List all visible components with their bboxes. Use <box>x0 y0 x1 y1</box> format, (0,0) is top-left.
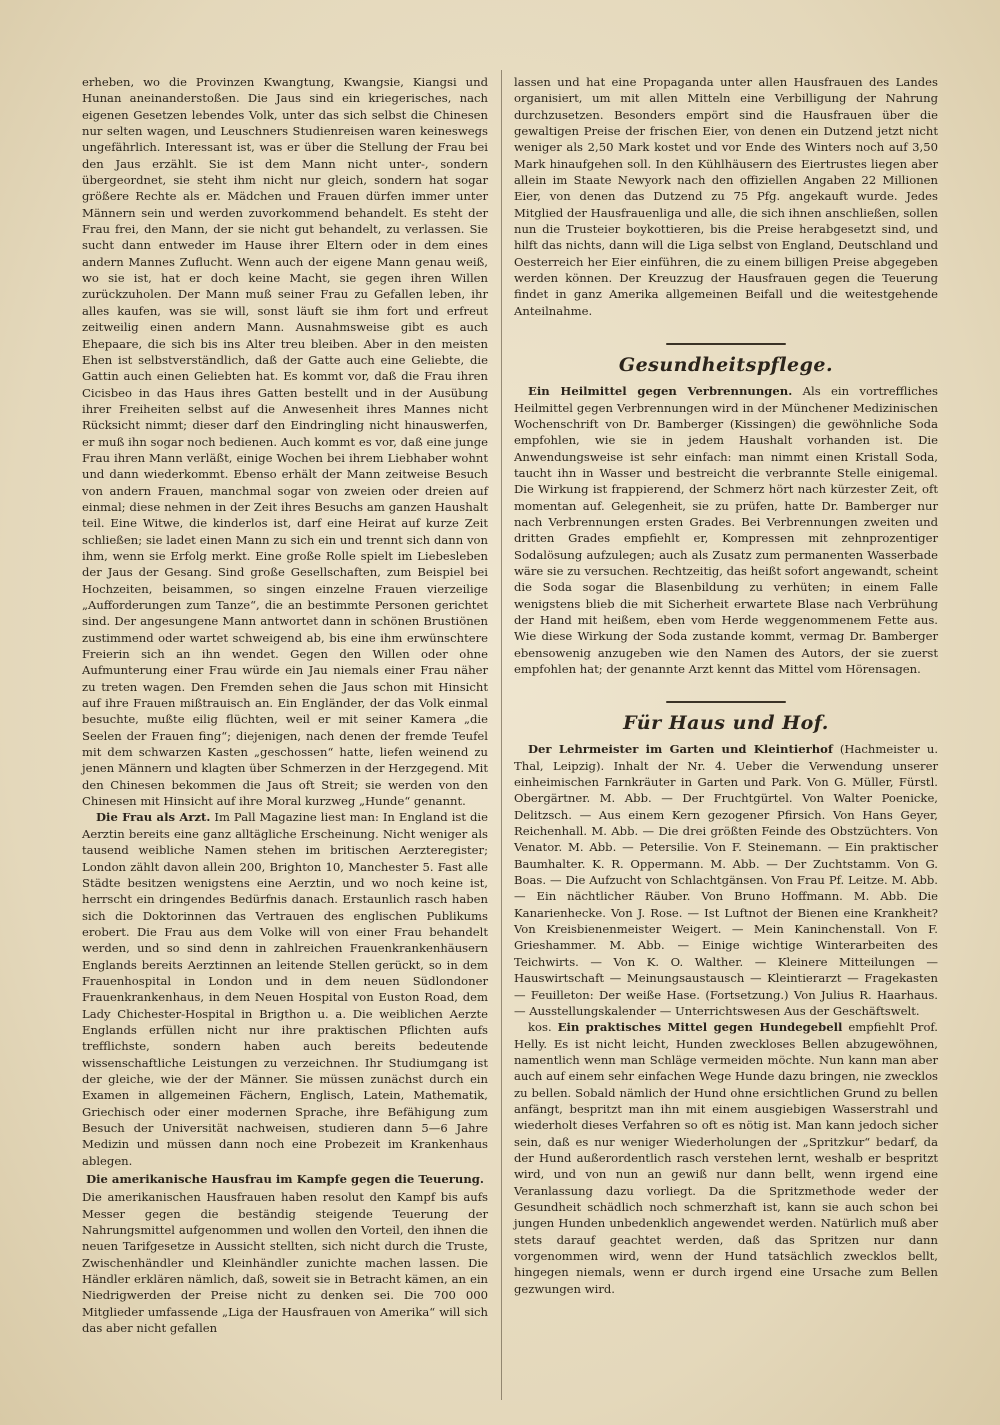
article-title-frau-als-arzt: Die Frau als Arzt. <box>96 810 211 825</box>
column-divider <box>501 70 502 1400</box>
article-body-hundegebell: empfiehlt Prof. Helly. Es ist nicht leicht, Hunden zweckloses Bellen abzugewöhnen, namentlich wenn man Schläge vermeiden möchte. Nun kann man aber auch auf einem sehr einfachen Wege Hunde dazu bringen, nie zwecklos zu bellen. Sobald nämlich der Hund ohne ersichtlichen Grund zu bellen anfängt, bespritzt man ihn mit einem ausgiebigen Wasserstrahl und wiederholt dieses Verfahren so oft es nötig ist. Man kann jedoch sicher sein, daß es nur weniger Wiederholungen der „Spritzkur“ bedarf, da der Hund außerordentlich rasch verstehen lernt, weshalb er bespritzt wird, und von nun an gewiß nur dann bellt, wenn irgend eine Veranlassung dazu vorliegt. Da die Spritzmethode weder der Gesundheit schädlich noch schmerzhaft ist, kann sie auch schon bei jungen Hunden unbedenklich angewendet werden. Natürlich muß aber stets darauf geachtet werden, daß das Spritzen nur dann vorgenommen wird, wenn der Hund tatsächlich zwecklos bellt, hingegen niemals, wenn er durch irgend eine Ursache zum Bellen gezwungen wird. <box>514 1020 938 1296</box>
article-body-heilmittel: Als ein vortreffliches Heilmittel gegen Verbrennungen wird in der Münchener Medizinischen Wochenschrift von Dr. Bamberger (Kissingen) die gewöhnliche Soda empfohlen, wie sie in jedem Haushalt vorhanden ist. Die Anwendungsweise ist sehr einfach: man nimmt einen Kristall Soda, taucht ihn in Wasser und bestreicht die verbrannte Stelle einigemal. Die Wirkung ist frappierend, der Schmerz hört nach kürzester Zeit, oft momentan auf. Gelegenheit, sie zu prüfen, hatte Dr. Bamberger nur nach Verbrennungen ersten Grades. Bei Verbrennungen zweiten und dritten Grades empfiehlt er, Kompressen mit zehnprozentiger Sodalösung aufzulegen; auch als Zusatz zum permanenten Wasserbade wäre sie zu versuchen. Rechtzeitig, das heißt sofort angewandt, scheint die Soda sogar die Blasenbildung zu verhüten; in einem Falle wenigstens blieb die mit Sicherheit erwartete Blase nach Verbrühung der Hand mit heißem, eben vom Herde weggenommenem Fette aus. Wie diese Wirkung der Soda zustande kommt, vermag Dr. Bamberger ebensowenig anzugeben wie den Namen des Autors, der sie zuerst empfohlen hat; der genannte Arzt kennt das Mittel vom Hörensagen. <box>514 384 938 676</box>
article-body-frau-als-arzt: Im Pall Magazine liest man: In England ist die Aerztin bereits eine ganz alltägliche Erscheinung. Nicht weniger als tausend weibliche Namen stehen im britischen Aerzteregister; London zählt davon allein 200, Brighton 10, Manchester 5. Fast alle Städte besitzen wenigstens eine Aerztin, und wo noch keine ist, herrscht ein dringendes Bedürfnis danach. Erstaunlich rasch haben sich die Doktorinnen das Vertrauen des englischen Publikums erobert. Die Frau aus dem Volke will von einer Frau behandelt werden, und so sind denn in zahlreichen Frauenkrankenhäusern Englands bereits Aerztinnen an leitende Stellen gerückt, so in dem Frauenhospital in London und in dem neuen Südlondoner Frauenkrankenhaus, in dem Neuen Hospital von Euston Road, dem Lady Chichester-Hospital in Brigthon u. a. Die weiblichen Aerzte Englands erfüllen nicht nur ihre praktischen Pflichten aufs trefflichste, sondern haben auch bereits bedeutende wissenschaftliche Leistungen zu verzeichnen. Ihr Studiumgang ist der gleiche, wie der der Männer. Sie müssen zunächst durch ein Examen in allgemeinen Fächern, Englisch, Latein, Mathematik, Griechisch oder einer modernen Sprache, ihre Befähigung zum Besuch der Universität nachweisen, studieren dann 5—6 Jahre Medizin und müssen dann noch eine Probezeit im Krankenhaus ablegen. <box>82 810 488 1168</box>
article-body-hausfrau: Die amerikanischen Hausfrauen haben resolut den Kampf bis aufs Messer gegen die beständig steigende Teuerung der Nahrungsmittel aufgenommen und wollen den Vorteil, den ihnen die neuen Tarifgesetze in Aussicht stellten, sich nicht durch die Truste, Zwischenhändler und Kleinhändler zunichte machen lassen. Die Händler erklären nämlich, daß, soweit sie in Betracht kämen, an ein Niedrigwerden der Preise nicht zu denken sei. Die 700 000 Mitglieder umfassende „Liga der Hausfrauen von Amerika“ will sich das aber nicht gefallen <box>82 1190 488 1336</box>
article-title-hausfrau: Die amerikanische Hausfrau im Kampfe gegen die Teuerung. <box>86 1172 484 1187</box>
article-hausfrau-continued: lassen und hat eine Propaganda unter allen Hausfrauen des Landes organisiert, um mit allen Mitteln eine Verbilligung der Nahrung durchzusetzen. Besonders empört sind die Hausfrauen über die gewaltigen Preise der frischen Eier, von denen ein Dutzend jetzt nicht weniger als 2,50 Mark kostet und vor Ende des Winters noch auf 3,50 Mark hinaufgehen soll. In den Kühlhäusern des Eiertrustes liegen aber allein im Staate Newyork nach den offiziellen Angaben 22 Millionen Eier, von denen das Dutzend zu 75 Pfg. angekauft wurde. Jedes Mitglied der Hausfrauenliga und alle, die sich ihnen anschließen, sollen nun die Trusteier boykottieren, bis die Preise herabgesetzt sind, und hilft das nichts, dann will die Liga selbst von England, Deutschland und Oesterreich her Eier einführen, die zu einem billigen Preise abgegeben werden können. Der Kreuzzug der Hausfrauen gegen die Teuerung findet in ganz Amerika allgemeinen Beifall und die weitestgehende Anteilnahme. <box>514 75 938 318</box>
article-heilmittel <box>514 383 938 677</box>
article-jau-continued: erheben, wo die Provinzen Kwangtung, Kwangsie, Kiangsi und Hunan aneinanderstoßen. Die Jaus sind ein kriegerisches, nach eigenen Gesetzen lebendes Volk, unter das sich selbst die Chinesen nur selten wagen, und Leuschners Studienreisen waren keineswegs ungefährlich. Interessant ist, was er über die Stellung der Frau bei den Jaus erzählt. Sie ist dem Mann nicht unter-, sondern übergeordnet, sie steht ihm nicht nur gleich, sondern hat sogar größere Rechte als er. Mädchen und Frauen dürfen immer unter Männern sein und werden zuvorkommend behandelt. Es steht der Frau frei, den Mann, der sie nicht gut behandelt, zu verlassen. Sie sucht dann entweder im Hause ihrer Eltern oder in dem eines andern Mannes Zuflucht. Wenn auch der eigene Mann genau weiß, wo sie ist, hat er doch keine Macht, sie gegen ihren Willen zurückzuholen. Der Mann muß seiner Frau zu Gefallen leben, ihr alles kaufen, was sie will, sonst läuft sie ihm fort und erfreut zeitweilig einen andern Mann. Ausnahmsweise gibt es auch Ehepaare, die sich bis ins Alter treu bleiben. Aber in den meisten Ehen ist selbstverständlich, daß der Gatte auch eine Geliebte, die Gattin auch einen Geliebten hat. Es kommt vor, daß die Frau ihren Cicisbeo in das Haus ihres Gatten bestellt und in der Ausübung ihrer Freiheiten selbst auf die Anwesenheit ihres Mannes nicht Rücksicht nimmt; dieser darf den Eindringling nicht hinauswerfen, er muß ihn sogar noch bedienen. Auch kommt es vor, daß eine junge Frau ihren Mann verläßt, einige Wochen bei ihrem Liebhaber wohnt und dann wiederkommt. Ebenso erhält der Mann zeitweise Besuch von andern Frauen, manchmal sogar von zweien oder dreien auf einmal; diese nehmen in der Zeit ihres Besuchs am ganzen Haushalt teil. Eine Witwe, die kinderlos ist, darf eine Heirat auf kurze Zeit schließen; sie ladet einen Mann zu sich ein und trennt sich dann von ihm, wenn sie Erfolg merkt. Eine große Rolle spielt im Liebesleben der Jaus der Gesang. Sind große Gesellschaften, zum Beispiel bei Hochzeiten, beisammen, so singen einzelne Frauen vierzeilige „Aufforderungen zum Tanze“, die an bestimmte Personen gerichtet sind. Der angesungene Mann antwortet dann in schönen Brustiönen zustimmend oder wartet schweigend ab, bis eine ihm erwünschtere Freierin sich an ihn wendet. Gegen den Willen oder ohne Aufmunterung einer Frau würde ein Jau niemals einer Frau näher zu treten wagen. Den Fremden sehen die Jaus schon mit Hinsicht auf ihre Frauen mißtrauisch an. Ein Engländer, der das Volk einmal besuchte, mußte eilig flüchten, weil er mit seiner Kamera „die Seelen der Frauen fing“; diejenigen, nach denen der fremde Teufel mit dem schwarzen Kasten „geschossen“ hatte, liefen weinend zu jenen Männern und klagten über Schmerzen in der Herzgegend. Mit den Chinesen bekommen die Jaus oft Streit; sie werden von den Chinesen mit Hinsicht auf ihre Moral kurzweg „Hunde“ genannt. <box>82 75 488 809</box>
section-heading-gesundheitspflege: Gesundheitspflege. <box>618 354 834 377</box>
article-prefix-hundegebell: kos. <box>528 1020 552 1035</box>
section-heading-haus-und-hof: Für Haus und Hof. <box>623 712 829 735</box>
article-title-lehrmeister: Der Lehrmeister im Garten und Kleintierhof <box>528 742 833 757</box>
article-title-hundegebell: Ein praktisches Mittel gegen Hundegebell <box>557 1020 843 1035</box>
right-column <box>514 74 938 1395</box>
article-frau-als-arzt <box>82 809 488 1169</box>
article-lehrmeister <box>514 741 938 1019</box>
left-column <box>82 74 488 1395</box>
article-hundegebell <box>514 1019 938 1297</box>
article-title-heilmittel: Ein Heilmittel gegen Verbrennungen. <box>528 384 793 399</box>
article-body-lehrmeister: (Hachmeister u. Thal, Leipzig). Inhalt der Nr. 4. Ueber die Verwendung unserer einheimischen Farnkräuter in Garten und Park. Von G. Müller, Fürstl. Obergärtner. M. Abb. — Der Fruchtgürtel. Von Walter Poenicke, Delitzsch. — Aus einem Kern gezogener Pfirsich. Von Hans Geyer, Reichenhall. M. Abb. — Die drei größten Feinde des Obstzüchters. Von Venator. M. Abb. — Petersilie. Von F. Steinemann. — Ein praktischer Baumhalter. K. R. Oppermann. M. Abb. — Der Zuchtstamm. Von G. Boas. — Die Aufzucht von Schlachtgänsen. Von Frau Pf. Leitze. M. Abb. — Ein nächtlicher Räuber. Von Bruno Hoffmann. M. Abb. Die Kanarienhecke. Von J. Rose. — Ist Luftnot der Bienen eine Krankheit? Von Kreisbienenmeister Weigert. — Mein Kaninchenstall. Von F. Grieshammer. M. Abb. — Einige wichtige Winterarbeiten des Teichwirts. — Von K. O. Walther. — Kleinere Mitteilungen — Hauswirtschaft — Meinungsaustausch — Kleintierarzt — Fragekasten — Feuilleton: Der weiße Hase. (Fortsetzung.) Von Julius R. Haarhaus. — Ausstellungskalender — Unterrichtswesen Aus der Geschäftswelt. <box>514 742 939 1018</box>
